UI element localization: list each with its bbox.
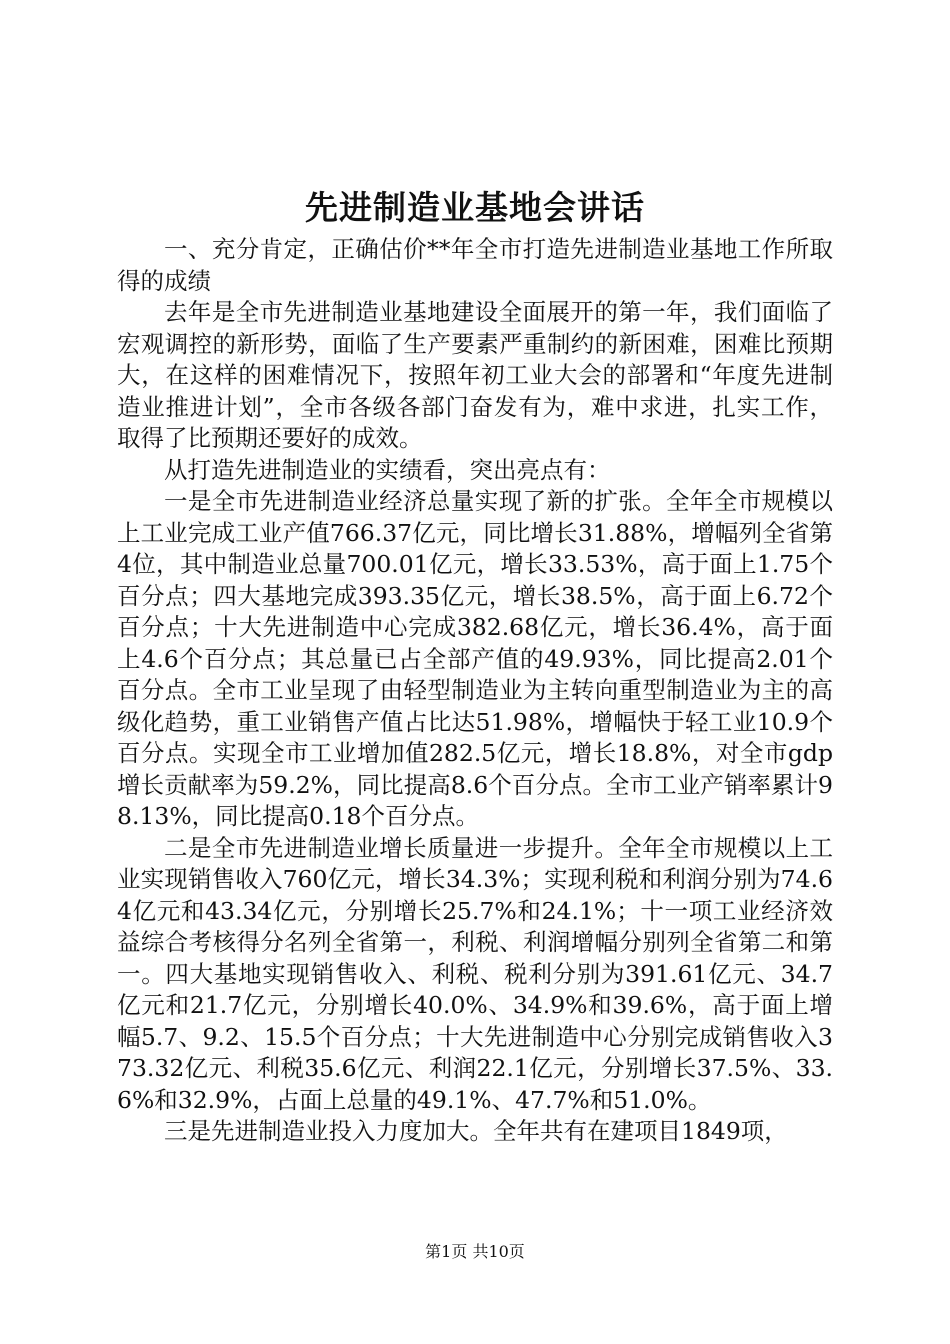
paragraph-overview: 去年是全市先进制造业基地建设全面展开的第一年，我们面临了宏观调控的新形势，面临了生产要素严重制约的新困难，困难比预期大，在这样的困难情况下，按照年初工业大会的部署和“年度先进制造业推进计划”，全市各级各部门奋发有为，难中求进，扎实工作，取得了比预期还要好的成效。: [117, 298, 833, 452]
paragraph-point-two: 二是全市先进制造业增长质量进一步提升。全年全市规模以上工业实现销售收入760亿元，增长34.3%；实现利税和利润分别为74.64亿元和43.34亿元，分别增长25.7%和24.1%；十一项工业经济效益综合考核得分名列全省第一，利税、利润增幅分别列全省第二和第一。四大基地实现销售收入、利税、税利分别为391.61亿元、34.7亿元和21.7亿元，分别增长40.0%、34.9%和39.6%，高于面上增幅5.7、9.2、15.5个百分点；十大先进制造中心分别完成销售收入373.32亿元、利税35.6亿元、利润22.1亿元，分别增长37.5%、33.6%和32.9%，占面上总量的49.1%、47.7%和51.0%。: [117, 833, 833, 1114]
document-body: [117, 234, 833, 1148]
document-title: 先进制造业基地会讲话: [305, 188, 645, 227]
page-number-footer: 第1页 共10页: [425, 1242, 525, 1261]
paragraph-highlights-intro: 从打造先进制造业的实绩看，突出亮点有：: [164, 455, 611, 484]
paragraph-point-three: 三是先进制造业投入力度加大。全年共有在建项目1849项，: [164, 1117, 788, 1145]
paragraph-point-one: 一是全市先进制造业经济总量实现了新的扩张。全年全市规模以上工业完成工业产值766.37亿元，同比增长31.88%，增幅列全省第4位，其中制造业总量700.01亿元，增长33.53%，高于面上1.75个百分点；四大基地完成393.35亿元，增长38.5%，高于面上6.72个百分点；十大先进制造中心完成382.68亿元，增长36.4%，高于面上4.6个百分点；其总量已占全部产值的49.93%，同比提高2.01个百分点。全市工业呈现了由轻型制造业为主转向重型制造业为主的高级化趋势，重工业销售产值占比达51.98%，增幅快于轻工业10.9个百分点。实现全市工业增加值282.5亿元，增长18.8%，对全市gdp增长贡献率为59.2%，同比提高8.6个百分点。全市工业产销率累计98.13%，同比提高0.18个百分点。: [117, 487, 833, 830]
paragraph-section-heading: 一、充分肯定，正确估价**年全市打造先进制造业基地工作所取得的成绩: [117, 235, 833, 295]
